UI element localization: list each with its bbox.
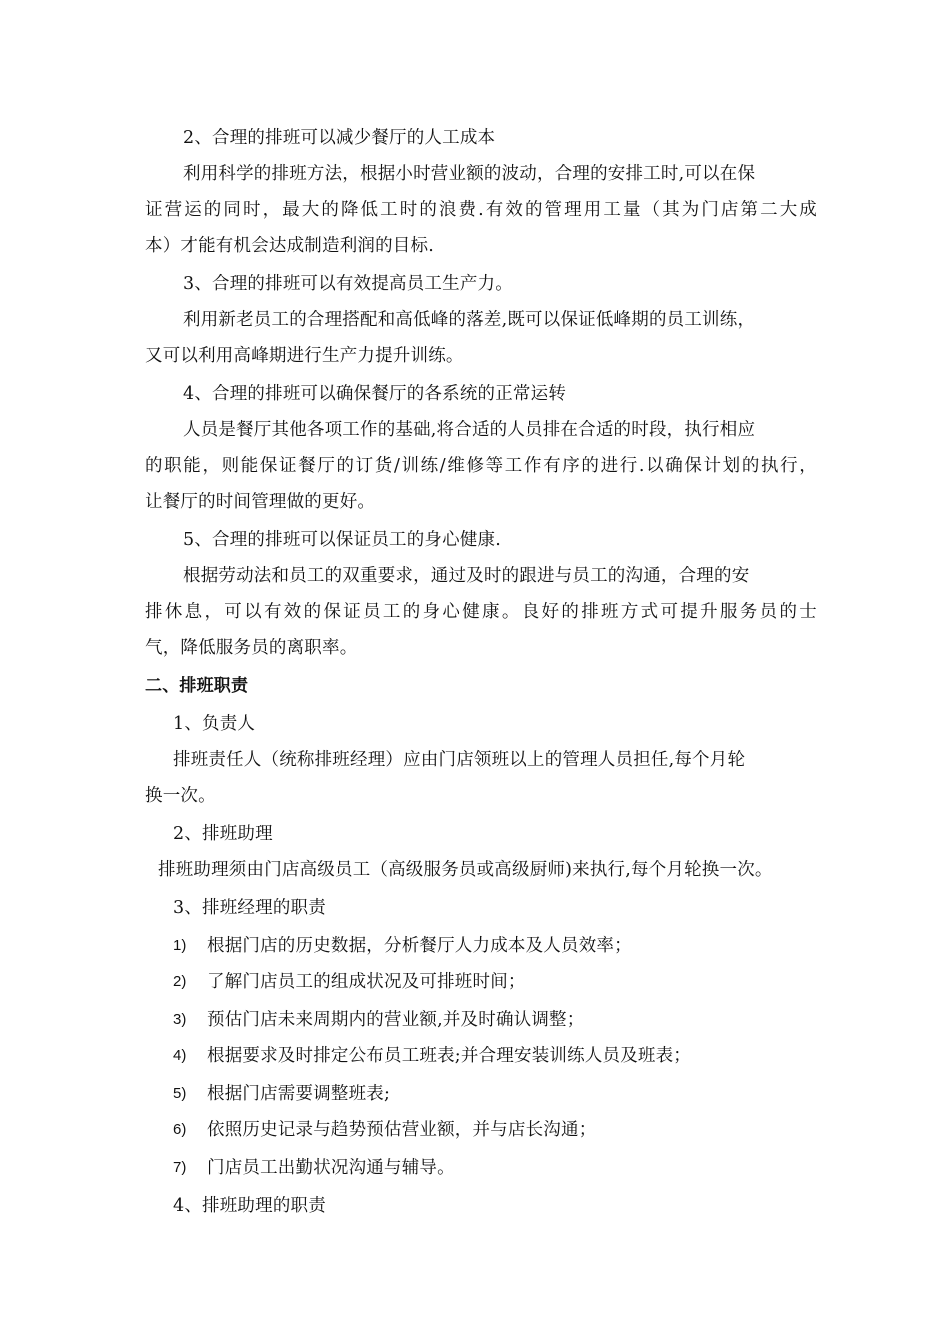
list-item-number: 1)	[173, 937, 187, 954]
list-item-text: 根据要求及时排定公布员工班表;并合理安装训练人员及班表；	[207, 1046, 691, 1066]
responsibility-2-title: 2、排班助理	[173, 824, 273, 844]
section-5-title: 5、合理的排班可以保证员工的身心健康.	[183, 530, 501, 550]
responsibility-2-paragraph: 排班助理须由门店高级员工（高级服务员或高级厨师)来执行,每个月轮换一次。	[158, 860, 773, 880]
part-2-heading: 二、排班职责	[145, 676, 249, 696]
responsibility-4-title: 4、排班助理的职责	[173, 1196, 326, 1216]
responsibility-1-paragraph-line-2: 换一次。	[145, 786, 216, 806]
section-2-paragraph-line-3: 本）才能有机会达成制造利润的目标.	[145, 236, 434, 256]
list-item-text: 根据门店需要调整班表;	[207, 1084, 391, 1104]
list-item-text: 了解门店员工的组成状况及可排班时间；	[207, 972, 526, 992]
list-item-text: 依照历史记录与趋势预估营业额，并与店长沟通；	[207, 1120, 597, 1140]
responsibility-1-title: 1、负责人	[173, 714, 256, 734]
section-3-paragraph-line-1: 利用新老员工的合理搭配和高低峰的落差,既可以保证低峰期的员工训练，	[183, 310, 756, 330]
list-item-number: 7)	[173, 1159, 187, 1176]
section-2-paragraph-line-2: 证营运的同时，最大的降低工时的浪费.有效的管理用工量（其为门店第二大成	[145, 200, 817, 220]
list-item-text: 根据门店的历史数据，分析餐厅人力成本及人员效率；	[207, 936, 632, 956]
list-item-number: 2)	[173, 973, 187, 990]
section-4-paragraph-line-3: 让餐厅的时间管理做的更好。	[145, 492, 376, 512]
list-item-number: 4)	[173, 1047, 187, 1064]
list-item-number: 5)	[173, 1085, 187, 1102]
list-item-text: 预估门店未来周期内的营业额,并及时确认调整；	[207, 1010, 585, 1030]
section-4-title: 4、合理的排班可以确保餐厅的各系统的正常运转	[183, 384, 567, 404]
section-5-paragraph-line-1: 根据劳动法和员工的双重要求，通过及时的跟进与员工的沟通，合理的安	[183, 566, 750, 586]
section-2-paragraph-line-1: 利用科学的排班方法，根据小时营业额的波动，合理的安排工时,可以在保	[183, 164, 756, 184]
section-4-paragraph-line-2: 的职能，则能保证餐厅的订货/训练/维修等工作有序的进行.以确保计划的执行，	[145, 456, 817, 476]
section-3-paragraph-line-2: 又可以利用高峰期进行生产力提升训练。	[145, 346, 464, 366]
section-3-title: 3、合理的排班可以有效提高员工生产力。	[183, 274, 513, 294]
section-2-title: 2、合理的排班可以减少餐厅的人工成本	[183, 128, 496, 148]
responsibility-1-paragraph-line-1: 排班责任人（统称排班经理）应由门店领班以上的管理人员担任,每个月轮	[173, 750, 746, 770]
section-4-paragraph-line-1: 人员是餐厅其他各项工作的基础,将合适的人员排在合适的时段，执行相应	[183, 420, 756, 440]
list-item-number: 6)	[173, 1121, 187, 1138]
section-5-paragraph-line-3: 气，降低服务员的离职率。	[145, 638, 358, 658]
list-item-number: 3)	[173, 1011, 187, 1028]
list-item-text: 门店员工出勤状况沟通与辅导。	[207, 1158, 455, 1178]
responsibility-3-title: 3、排班经理的职责	[173, 898, 326, 918]
section-5-paragraph-line-2: 排休息，可以有效的保证员工的身心健康。良好的排班方式可提升服务员的士	[145, 602, 817, 622]
